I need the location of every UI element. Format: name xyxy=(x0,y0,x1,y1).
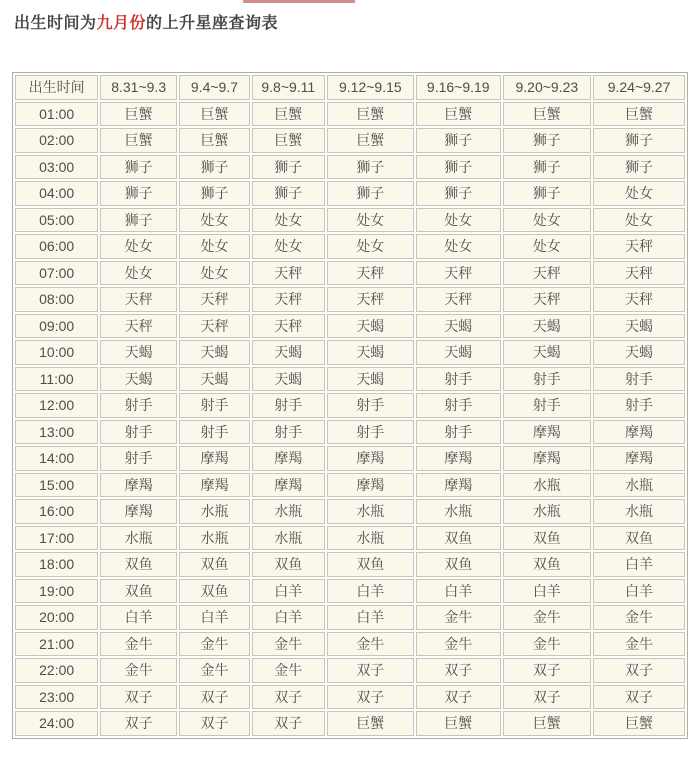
table-row xyxy=(15,632,685,657)
sign-cell: 天秤 xyxy=(179,287,250,312)
time-cell: 08:00 xyxy=(15,287,98,312)
sign-cell: 天秤 xyxy=(179,314,250,339)
sign-cell: 双鱼 xyxy=(100,552,177,577)
time-cell: 16:00 xyxy=(15,499,98,524)
table-row xyxy=(15,128,685,153)
sign-cell: 天秤 xyxy=(252,287,325,312)
table-row xyxy=(15,711,685,736)
sign-cell: 摩羯 xyxy=(100,473,177,498)
time-cell: 13:00 xyxy=(15,420,98,445)
page-title-prefix: 出生时间为 xyxy=(14,15,97,32)
sign-cell: 双子 xyxy=(416,685,501,710)
sign-cell: 射手 xyxy=(179,420,250,445)
sign-cell: 双子 xyxy=(100,711,177,736)
sign-cell: 巨蟹 xyxy=(100,128,177,153)
table-row xyxy=(15,181,685,206)
table-row xyxy=(15,605,685,630)
sign-cell: 处女 xyxy=(252,234,325,259)
sign-cell: 狮子 xyxy=(100,208,177,233)
sign-cell: 双鱼 xyxy=(179,579,250,604)
sign-cell: 处女 xyxy=(179,261,250,286)
sign-cell: 天蝎 xyxy=(100,367,177,392)
sign-cell: 巨蟹 xyxy=(593,711,685,736)
sign-cell: 摩羯 xyxy=(327,473,414,498)
sign-cell: 射手 xyxy=(503,393,592,418)
time-cell: 20:00 xyxy=(15,605,98,630)
sign-cell: 金牛 xyxy=(252,658,325,683)
sign-cell: 天秤 xyxy=(593,234,685,259)
sign-cell: 射手 xyxy=(252,420,325,445)
sign-cell: 双鱼 xyxy=(503,552,592,577)
time-cell: 04:00 xyxy=(15,181,98,206)
table-row xyxy=(15,526,685,551)
sign-cell: 狮子 xyxy=(327,181,414,206)
sign-cell: 射手 xyxy=(416,367,501,392)
sign-cell: 射手 xyxy=(416,420,501,445)
time-cell: 23:00 xyxy=(15,685,98,710)
sign-cell: 天秤 xyxy=(252,314,325,339)
table-row xyxy=(15,155,685,180)
sign-cell: 白羊 xyxy=(593,552,685,577)
time-cell: 03:00 xyxy=(15,155,98,180)
sign-cell: 处女 xyxy=(416,234,501,259)
table-row xyxy=(15,552,685,577)
sign-cell: 双子 xyxy=(503,658,592,683)
sign-cell: 双子 xyxy=(593,685,685,710)
sign-cell: 金牛 xyxy=(593,605,685,630)
sign-cell: 双子 xyxy=(179,685,250,710)
sign-cell: 巨蟹 xyxy=(503,102,592,127)
sign-cell: 水瓶 xyxy=(252,499,325,524)
sign-cell: 射手 xyxy=(179,393,250,418)
sign-cell: 处女 xyxy=(503,208,592,233)
table-header-row xyxy=(15,75,685,100)
sign-cell: 处女 xyxy=(416,208,501,233)
table-row xyxy=(15,658,685,683)
table-row xyxy=(15,261,685,286)
sign-cell: 水瓶 xyxy=(327,499,414,524)
sign-cell: 双鱼 xyxy=(179,552,250,577)
sign-cell: 摩羯 xyxy=(100,499,177,524)
sign-cell: 天蝎 xyxy=(327,367,414,392)
sign-cell: 天秤 xyxy=(327,261,414,286)
sign-cell: 白羊 xyxy=(416,579,501,604)
sign-cell: 狮子 xyxy=(416,128,501,153)
sign-cell: 天秤 xyxy=(503,261,592,286)
sign-cell: 巨蟹 xyxy=(327,711,414,736)
sign-cell: 天秤 xyxy=(416,261,501,286)
sign-cell: 射手 xyxy=(593,393,685,418)
sign-cell: 射手 xyxy=(100,420,177,445)
table-row xyxy=(15,234,685,259)
sign-cell: 白羊 xyxy=(252,579,325,604)
sign-cell: 双鱼 xyxy=(327,552,414,577)
sign-cell: 水瓶 xyxy=(100,526,177,551)
time-cell: 01:00 xyxy=(15,102,98,127)
sign-cell: 狮子 xyxy=(503,128,592,153)
header-cell-date-range: 9.24~9.27 xyxy=(593,75,685,100)
sign-cell: 处女 xyxy=(593,181,685,206)
table-body xyxy=(15,102,685,736)
header-cell-date-range: 9.20~9.23 xyxy=(503,75,592,100)
time-cell: 06:00 xyxy=(15,234,98,259)
cropped-text-remnant xyxy=(243,0,355,3)
sign-cell: 处女 xyxy=(593,208,685,233)
sign-cell: 双子 xyxy=(416,658,501,683)
sign-cell: 金牛 xyxy=(416,632,501,657)
table-row xyxy=(15,287,685,312)
sign-cell: 金牛 xyxy=(100,632,177,657)
sign-cell: 金牛 xyxy=(503,632,592,657)
sign-cell: 狮子 xyxy=(503,181,592,206)
sign-cell: 处女 xyxy=(100,234,177,259)
header-cell-date-range: 9.16~9.19 xyxy=(416,75,501,100)
header-cell-date-range: 9.8~9.11 xyxy=(252,75,325,100)
sign-cell: 白羊 xyxy=(100,605,177,630)
sign-cell: 处女 xyxy=(179,234,250,259)
sign-cell: 白羊 xyxy=(252,605,325,630)
time-cell: 12:00 xyxy=(15,393,98,418)
sign-cell: 双鱼 xyxy=(503,526,592,551)
sign-cell: 双鱼 xyxy=(593,526,685,551)
page-title-highlight-month: 九月份 xyxy=(96,15,147,32)
sign-cell: 水瓶 xyxy=(416,499,501,524)
sign-cell: 狮子 xyxy=(179,155,250,180)
sign-cell: 天蝎 xyxy=(327,314,414,339)
sign-cell: 巨蟹 xyxy=(327,102,414,127)
sign-cell: 摩羯 xyxy=(179,446,250,471)
header-cell-date-range: 9.12~9.15 xyxy=(327,75,414,100)
sign-cell: 双鱼 xyxy=(416,552,501,577)
sign-cell: 处女 xyxy=(503,234,592,259)
sign-cell: 天秤 xyxy=(327,287,414,312)
sign-cell: 双子 xyxy=(252,711,325,736)
time-cell: 10:00 xyxy=(15,340,98,365)
sign-cell: 射手 xyxy=(252,393,325,418)
sign-cell: 狮子 xyxy=(593,155,685,180)
sign-cell: 摩羯 xyxy=(179,473,250,498)
sign-cell: 摩羯 xyxy=(503,420,592,445)
sign-cell: 巨蟹 xyxy=(252,102,325,127)
sign-cell: 射手 xyxy=(503,367,592,392)
table-row xyxy=(15,685,685,710)
rising-sign-table xyxy=(12,72,688,739)
table-row xyxy=(15,208,685,233)
sign-cell: 天蝎 xyxy=(593,314,685,339)
sign-cell: 天蝎 xyxy=(252,340,325,365)
sign-cell: 金牛 xyxy=(179,632,250,657)
sign-cell: 狮子 xyxy=(416,155,501,180)
sign-cell: 双子 xyxy=(503,685,592,710)
sign-cell: 巨蟹 xyxy=(100,102,177,127)
sign-cell: 摩羯 xyxy=(593,446,685,471)
sign-cell: 摩羯 xyxy=(503,446,592,471)
sign-cell: 狮子 xyxy=(593,128,685,153)
sign-cell: 双子 xyxy=(100,685,177,710)
sign-cell: 白羊 xyxy=(327,605,414,630)
sign-cell: 金牛 xyxy=(503,605,592,630)
sign-cell: 金牛 xyxy=(100,658,177,683)
sign-cell: 天蝎 xyxy=(416,340,501,365)
time-cell: 24:00 xyxy=(15,711,98,736)
sign-cell: 摩羯 xyxy=(416,473,501,498)
sign-cell: 狮子 xyxy=(252,155,325,180)
table-row xyxy=(15,579,685,604)
table-row xyxy=(15,340,685,365)
sign-cell: 狮子 xyxy=(416,181,501,206)
time-cell: 15:00 xyxy=(15,473,98,498)
sign-cell: 巨蟹 xyxy=(179,128,250,153)
sign-cell: 巨蟹 xyxy=(179,102,250,127)
sign-cell: 天蝎 xyxy=(503,340,592,365)
sign-cell: 处女 xyxy=(327,208,414,233)
page-title-suffix: 的上升星座查询表 xyxy=(146,15,279,32)
sign-cell: 巨蟹 xyxy=(416,102,501,127)
sign-cell: 水瓶 xyxy=(503,499,592,524)
sign-cell: 处女 xyxy=(100,261,177,286)
sign-cell: 天秤 xyxy=(100,314,177,339)
sign-cell: 天秤 xyxy=(503,287,592,312)
table-row xyxy=(15,102,685,127)
time-cell: 21:00 xyxy=(15,632,98,657)
sign-cell: 双子 xyxy=(252,685,325,710)
time-cell: 18:00 xyxy=(15,552,98,577)
time-cell: 22:00 xyxy=(15,658,98,683)
sign-cell: 双鱼 xyxy=(416,526,501,551)
table-row xyxy=(15,367,685,392)
sign-cell: 双子 xyxy=(327,658,414,683)
sign-cell: 射手 xyxy=(327,393,414,418)
header-cell-date-range: 9.4~9.7 xyxy=(179,75,250,100)
time-cell: 02:00 xyxy=(15,128,98,153)
sign-cell: 射手 xyxy=(593,367,685,392)
sign-cell: 处女 xyxy=(327,234,414,259)
sign-cell: 摩羯 xyxy=(327,446,414,471)
sign-cell: 白羊 xyxy=(327,579,414,604)
sign-cell: 天秤 xyxy=(416,287,501,312)
sign-cell: 天蝎 xyxy=(179,340,250,365)
sign-cell: 白羊 xyxy=(503,579,592,604)
sign-cell: 处女 xyxy=(252,208,325,233)
sign-cell: 天蝎 xyxy=(327,340,414,365)
sign-cell: 摩羯 xyxy=(593,420,685,445)
sign-cell: 天蝎 xyxy=(416,314,501,339)
sign-cell: 天蝎 xyxy=(100,340,177,365)
sign-cell: 巨蟹 xyxy=(503,711,592,736)
time-cell: 09:00 xyxy=(15,314,98,339)
sign-cell: 天蝎 xyxy=(593,340,685,365)
header-cell-date-range: 8.31~9.3 xyxy=(100,75,177,100)
sign-cell: 金牛 xyxy=(179,658,250,683)
sign-cell: 摩羯 xyxy=(252,473,325,498)
table-row xyxy=(15,393,685,418)
sign-cell: 摩羯 xyxy=(416,446,501,471)
table-row xyxy=(15,446,685,471)
sign-cell: 水瓶 xyxy=(179,526,250,551)
sign-cell: 白羊 xyxy=(179,605,250,630)
sign-cell: 金牛 xyxy=(416,605,501,630)
sign-cell: 狮子 xyxy=(327,155,414,180)
table-row xyxy=(15,499,685,524)
sign-cell: 摩羯 xyxy=(252,446,325,471)
sign-cell: 狮子 xyxy=(100,155,177,180)
sign-cell: 处女 xyxy=(179,208,250,233)
sign-cell: 水瓶 xyxy=(179,499,250,524)
sign-cell: 天蝎 xyxy=(503,314,592,339)
time-cell: 11:00 xyxy=(15,367,98,392)
sign-cell: 天秤 xyxy=(593,287,685,312)
sign-cell: 巨蟹 xyxy=(327,128,414,153)
sign-cell: 天秤 xyxy=(252,261,325,286)
time-cell: 17:00 xyxy=(15,526,98,551)
sign-cell: 巨蟹 xyxy=(252,128,325,153)
sign-cell: 狮子 xyxy=(179,181,250,206)
time-cell: 14:00 xyxy=(15,446,98,471)
sign-cell: 狮子 xyxy=(503,155,592,180)
sign-cell: 天秤 xyxy=(593,261,685,286)
table-row xyxy=(15,420,685,445)
sign-cell: 双子 xyxy=(593,658,685,683)
sign-cell: 天秤 xyxy=(100,287,177,312)
sign-cell: 巨蟹 xyxy=(593,102,685,127)
sign-cell: 水瓶 xyxy=(327,526,414,551)
sign-cell: 射手 xyxy=(100,446,177,471)
sign-cell: 双鱼 xyxy=(252,552,325,577)
page-title xyxy=(0,0,700,35)
table-row xyxy=(15,473,685,498)
sign-cell: 狮子 xyxy=(252,181,325,206)
header-cell-birth-time: 出生时间 xyxy=(15,75,98,100)
time-cell: 05:00 xyxy=(15,208,98,233)
sign-cell: 金牛 xyxy=(252,632,325,657)
sign-cell: 水瓶 xyxy=(503,473,592,498)
sign-cell: 金牛 xyxy=(327,632,414,657)
table-row xyxy=(15,314,685,339)
sign-cell: 狮子 xyxy=(100,181,177,206)
sign-cell: 白羊 xyxy=(593,579,685,604)
sign-cell: 双子 xyxy=(327,685,414,710)
sign-cell: 双鱼 xyxy=(100,579,177,604)
sign-cell: 天蝎 xyxy=(179,367,250,392)
sign-cell: 水瓶 xyxy=(252,526,325,551)
sign-cell: 双子 xyxy=(179,711,250,736)
time-cell: 07:00 xyxy=(15,261,98,286)
sign-cell: 水瓶 xyxy=(593,473,685,498)
sign-cell: 水瓶 xyxy=(593,499,685,524)
sign-cell: 巨蟹 xyxy=(416,711,501,736)
time-cell: 19:00 xyxy=(15,579,98,604)
sign-cell: 射手 xyxy=(100,393,177,418)
sign-cell: 金牛 xyxy=(593,632,685,657)
sign-cell: 天蝎 xyxy=(252,367,325,392)
sign-cell: 射手 xyxy=(416,393,501,418)
sign-cell: 射手 xyxy=(327,420,414,445)
